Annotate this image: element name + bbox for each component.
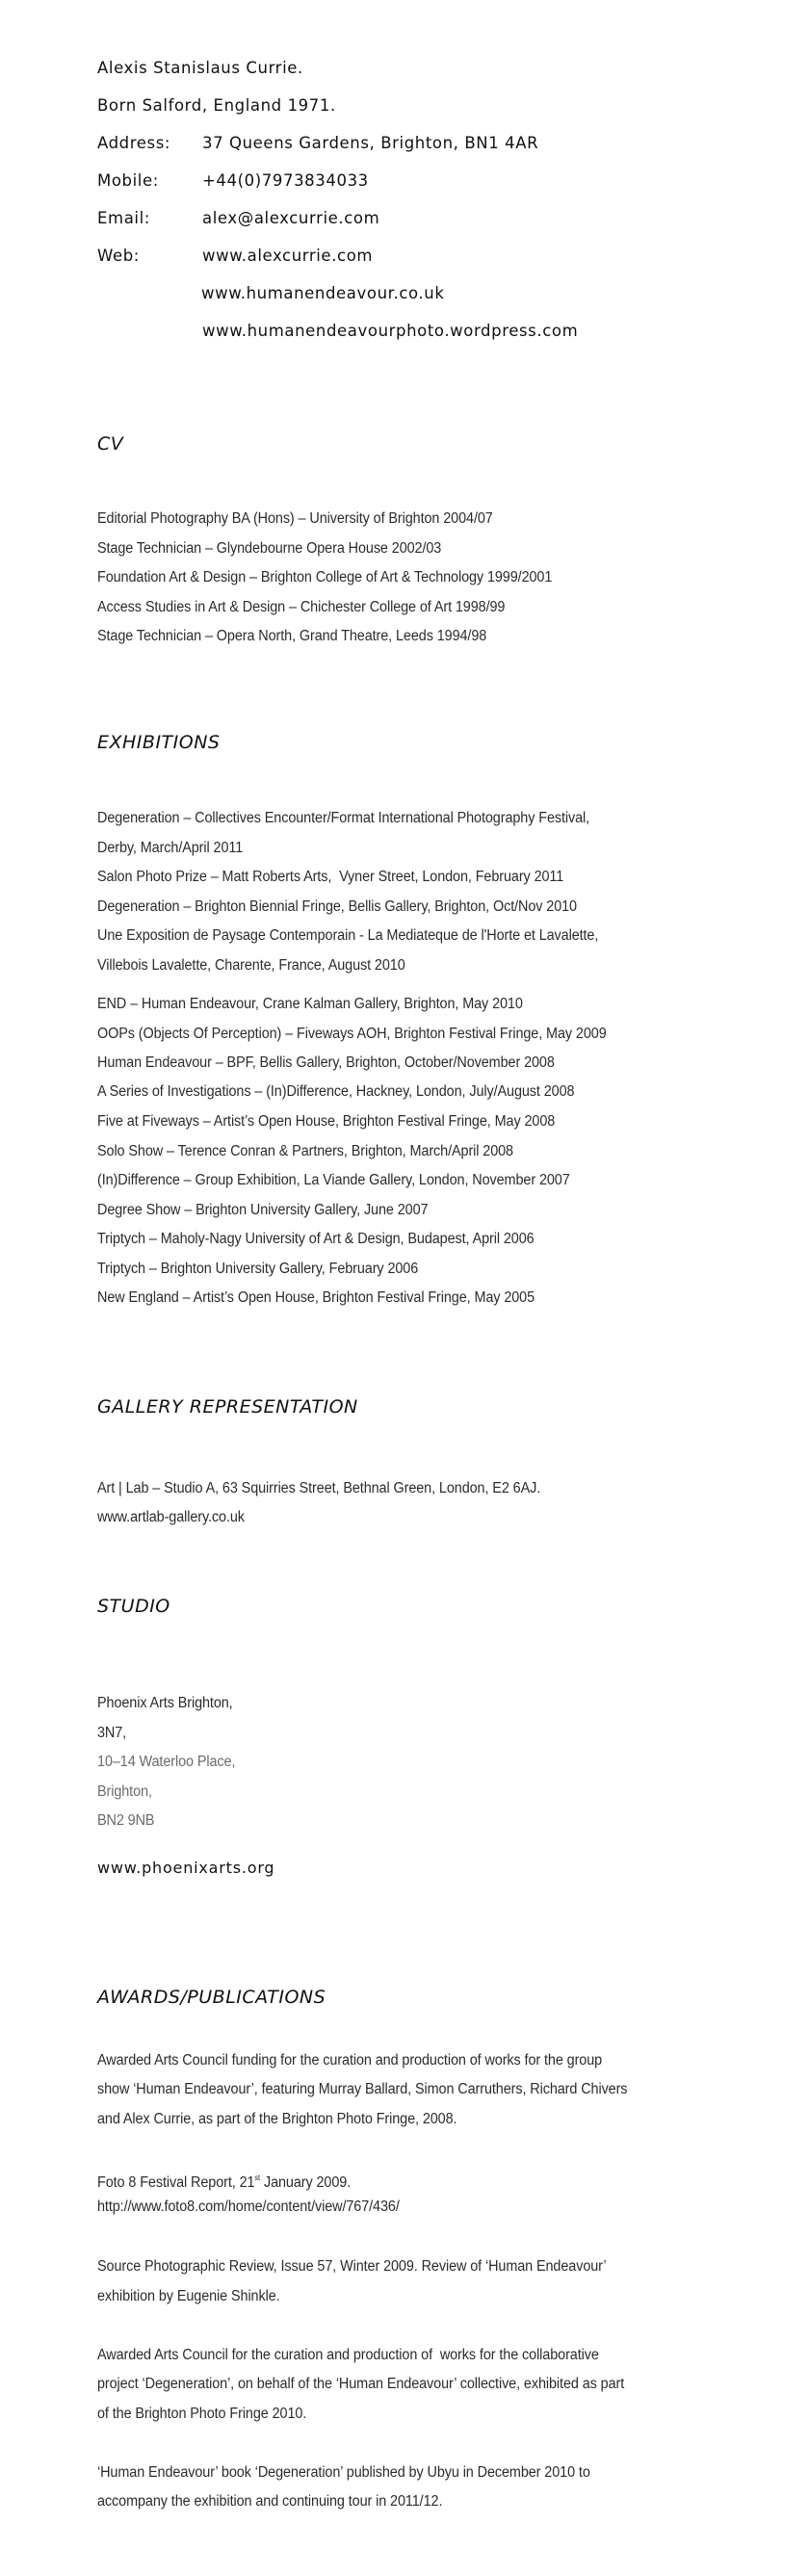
- exhibitions-heading: EXHIBITIONS: [97, 732, 221, 753]
- web-label: Web:: [97, 247, 140, 265]
- publication-line: [97, 2169, 351, 2193]
- award-line: Awarded Arts Council for the curation and production of works for the collaborative: [97, 2347, 599, 2363]
- web-link-humanendeavour[interactable]: www.humanendeavour.co.uk: [201, 284, 445, 302]
- exhibition-line: (In)Difference – Group Exhibition, La Viande Gallery, London, November 2007: [97, 1172, 570, 1188]
- publication-line: Source Photographic Review, Issue 57, Winter 2009. Review of ‘Human Endeavour’: [97, 2258, 607, 2275]
- exhibition-line: Degeneration – Collectives Encounter/Format International Photography Festival,: [97, 810, 590, 826]
- web-link-alexcurrie[interactable]: www.alexcurrie.com: [202, 247, 374, 265]
- exhibition-line: Derby, March/April 2011: [97, 840, 244, 856]
- address-value: 37 Queens Gardens, Brighton, BN1 4AR: [202, 134, 539, 152]
- publication-line: accompany the exhibition and continuing tour in 2011/12.: [97, 2493, 443, 2510]
- studio-link[interactable]: www.phoenixarts.org: [97, 1859, 275, 1877]
- awards-heading: AWARDS/PUBLICATIONS: [97, 1987, 326, 2008]
- studio-address-line: Phoenix Arts Brighton,: [97, 1695, 233, 1711]
- gallery-link[interactable]: www.artlab-gallery.co.uk: [97, 1509, 245, 1525]
- exhibition-line: Human Endeavour – BPF, Bellis Gallery, Brighton, October/November 2008: [97, 1054, 555, 1071]
- address-label: Address:: [97, 134, 171, 152]
- studio-address-line: Brighton,: [97, 1783, 152, 1800]
- studio-address-line: 3N7,: [97, 1725, 127, 1741]
- exhibition-line: Degeneration – Brighton Biennial Fringe, Bellis Gallery, Brighton, Oct/Nov 2010: [97, 898, 577, 915]
- ordinal-suffix: st: [254, 2173, 261, 2182]
- full-name: Alexis Stanislaus Currie.: [97, 59, 303, 77]
- exhibition-line: OOPs (Objects Of Perception) – Fiveways AOH, Brighton Festival Fringe, May 2009: [97, 1026, 607, 1042]
- exhibition-line: Villebois Lavalette, Charente, France, August 2010: [97, 957, 405, 974]
- publication-text: January 2009.: [260, 2174, 352, 2191]
- studio-address-line: BN2 9NB: [97, 1812, 155, 1829]
- exhibition-line: Solo Show – Terence Conran & Partners, Brighton, March/April 2008: [97, 1143, 513, 1159]
- exhibition-line: Salon Photo Prize – Matt Roberts Arts, Vyner Street, London, February 2011: [97, 869, 564, 885]
- exhibition-line: Five at Fiveways – Artist’s Open House, Brighton Festival Fringe, May 2008: [97, 1113, 556, 1130]
- exhibition-line: Une Exposition de Paysage Contemporain - La Mediateque de l'Horte et Lavalette,: [97, 927, 599, 944]
- mobile-label: Mobile:: [97, 171, 159, 190]
- cv-item: Foundation Art & Design – Brighton College of Art & Technology 1999/2001: [97, 569, 553, 585]
- gallery-heading: GALLERY REPRESENTATION: [97, 1396, 358, 1418]
- cv-item: Editorial Photography BA (Hons) – University of Brighton 2004/07: [97, 510, 493, 527]
- exhibition-line: A Series of Investigations – (In)Difference, Hackney, London, July/August 2008: [97, 1083, 575, 1100]
- publication-link[interactable]: http://www.foto8.com/home/content/view/767/436/: [97, 2199, 400, 2215]
- cv-item: Access Studies in Art & Design – Chichester College of Art 1998/99: [97, 599, 506, 615]
- cv-item: Stage Technician – Glyndebourne Opera House 2002/03: [97, 540, 442, 557]
- publication-line: ‘Human Endeavour’ book ‘Degeneration’ published by Ubyu in December 2010 to: [97, 2464, 590, 2481]
- address-row: [97, 134, 538, 153]
- award-line: Awarded Arts Council funding for the curation and production of works for the group: [97, 2052, 603, 2069]
- exhibition-line: Triptych – Brighton University Gallery, February 2006: [97, 1261, 419, 1277]
- web-row: [97, 247, 373, 266]
- exhibition-line: END – Human Endeavour, Crane Kalman Gallery, Brighton, May 2010: [97, 996, 523, 1012]
- email-label: Email:: [97, 209, 150, 227]
- email-link[interactable]: alex@alexcurrie.com: [202, 209, 380, 227]
- award-line: show ‘Human Endeavour’, featuring Murray Ballard, Simon Carruthers, Richard Chivers: [97, 2081, 628, 2097]
- mobile-row: [97, 171, 369, 191]
- award-line: of the Brighton Photo Fringe 2010.: [97, 2406, 307, 2422]
- exhibition-line: Triptych – Maholy-Nagy University of Art & Design, Budapest, April 2006: [97, 1231, 535, 1247]
- studio-address-line: 10–14 Waterloo Place,: [97, 1754, 236, 1770]
- publication-text: Foto 8 Festival Report, 21: [97, 2174, 255, 2191]
- cv-heading: CV: [97, 433, 124, 455]
- exhibition-line: New England – Artist’s Open House, Brighton Festival Fringe, May 2005: [97, 1289, 535, 1306]
- email-row: [97, 209, 379, 228]
- birth-info: Born Salford, England 1971.: [97, 96, 336, 115]
- publication-line: exhibition by Eugenie Shinkle.: [97, 2288, 280, 2304]
- exhibition-line: Degree Show – Brighton University Gallery, June 2007: [97, 1202, 429, 1218]
- award-line: project ‘Degeneration’, on behalf of the ‘Human Endeavour’ collective, exhibited as part: [97, 2376, 625, 2392]
- cv-item: Stage Technician – Opera North, Grand Theatre, Leeds 1994/98: [97, 628, 487, 644]
- mobile-value: +44(0)7973834033: [202, 171, 369, 190]
- gallery-address: Art | Lab – Studio A, 63 Squirries Street, Bethnal Green, London, E2 6AJ.: [97, 1480, 541, 1496]
- web-link-wordpress[interactable]: www.humanendeavourphoto.wordpress.com: [202, 322, 579, 340]
- studio-heading: STUDIO: [97, 1596, 170, 1617]
- award-line: and Alex Currie, as part of the Brighton Photo Fringe, 2008.: [97, 2111, 457, 2127]
